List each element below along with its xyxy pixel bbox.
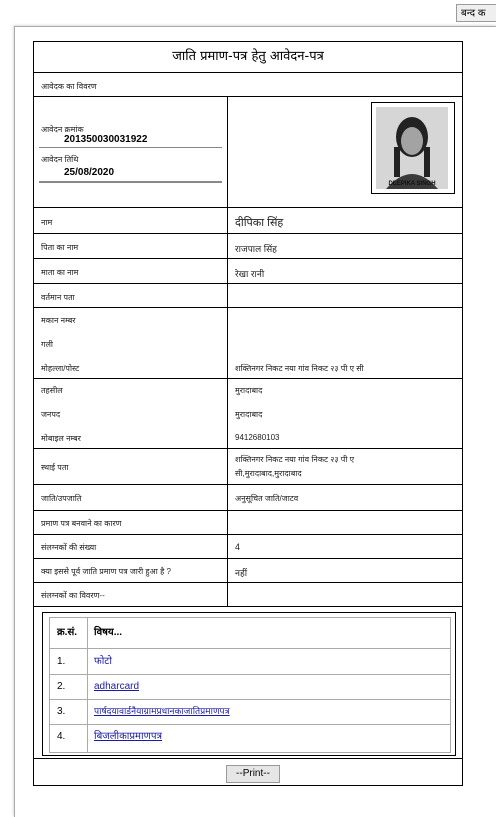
doc-no: 4.: [50, 724, 88, 752]
doc-link[interactable]: फोटो: [94, 656, 112, 667]
tehsil-block: [34, 379, 462, 449]
section-applicant-label: आवेदक का विवरण: [41, 82, 97, 91]
table-header: [50, 618, 450, 649]
prev-cert-row: [34, 559, 462, 583]
doc-no: 1.: [50, 649, 88, 674]
permanent-value-line2: सी,मुरादाबाद,मुरादाबाद: [235, 469, 302, 478]
column-divider: [227, 97, 228, 607]
divider: [39, 181, 222, 183]
section-address-label: वर्तमान पता: [41, 293, 75, 302]
doc-cell: [88, 724, 450, 752]
print-button[interactable]: --Print--: [226, 765, 280, 783]
caste-value: अनुसूचित जाति/जाटव: [235, 494, 299, 503]
close-button[interactable]: बन्द क: [456, 4, 496, 22]
address-block: [34, 308, 462, 379]
attach-count-row: [34, 535, 462, 559]
attach-count-value: 4: [235, 542, 241, 552]
applicant-photo: [376, 107, 448, 189]
attachments-table: [49, 617, 451, 753]
header-subject: विषय...: [94, 627, 123, 638]
portrait-image: [376, 107, 448, 189]
reason-label: प्रमाण पत्र बनवाने का कारण: [41, 519, 122, 528]
doc-link[interactable]: adharcard: [94, 681, 140, 692]
table-row: [50, 699, 450, 725]
locality-value: शक्तिनगर निकट नया गांव निकट २३ पी ए सी: [235, 364, 364, 373]
mother-row: [34, 259, 462, 284]
divider: [39, 147, 222, 148]
mother-value: रेखा रानी: [235, 269, 265, 279]
reason-row: [34, 511, 462, 535]
mobile-label: मोबाइल नम्बर: [41, 434, 81, 443]
doc-cell: [88, 674, 450, 699]
mother-label: माता का नाम: [41, 268, 79, 277]
app-date-value: 25/08/2020: [64, 167, 115, 178]
house-label: मकान नम्बर: [41, 316, 76, 325]
tehsil-label: तहसील: [41, 386, 63, 395]
tehsil-value: मुरादाबाद: [235, 386, 263, 395]
form-title: जाति प्रमाण-पत्र हेतु आवेदन-पत्र: [172, 49, 324, 64]
table-row: [50, 724, 450, 752]
table-row: [50, 649, 450, 675]
father-value: राजपाल सिंह: [235, 244, 277, 254]
table-row: [50, 674, 450, 700]
district-label: जनपद: [41, 410, 61, 419]
father-label: पिता का नाम: [41, 243, 79, 252]
doc-no: 2.: [50, 674, 88, 699]
permanent-label: स्थाई पता: [41, 463, 69, 472]
attach-detail-label: संलग्नकों का विवरण--: [41, 591, 105, 600]
section-applicant: [34, 73, 462, 97]
photo-caption: DEEPIKA SINGH: [388, 181, 436, 187]
father-row: [34, 234, 462, 259]
prev-cert-value: नहीं: [235, 568, 248, 578]
doc-cell: [88, 699, 450, 724]
street-label: गली: [41, 340, 53, 349]
doc-no: 3.: [50, 699, 88, 724]
permanent-row: [34, 449, 462, 485]
app-no-value: 201350030031922: [64, 134, 148, 145]
caste-label: जाति/उपजाति: [41, 494, 82, 503]
mobile-value: 9412680103: [235, 433, 280, 442]
attach-detail-row: [34, 583, 462, 607]
title-row: [34, 42, 462, 73]
locality-label: मोहल्ला/पोस्ट: [41, 364, 80, 373]
permanent-value-line1: शक्तिनगर निकट नया गांव निकट २३ पी ए: [235, 455, 355, 464]
name-label: नाम: [41, 218, 53, 227]
divider: [34, 758, 462, 759]
applicant-photo-frame: [371, 102, 455, 194]
app-no-label: आवेदन क्रमांक: [41, 125, 84, 134]
doc-link[interactable]: पार्षदयावार्डनैयाग्रामप्रधानकाजातिप्रमाणपत्र: [94, 706, 230, 716]
prev-cert-label: क्या इससे पूर्व जाति प्रमाण पत्र जारी हुआ है ?: [41, 567, 171, 576]
doc-link[interactable]: बिजलीकाप्रमाणपत्र: [94, 731, 163, 742]
section-address: [34, 284, 462, 308]
name-value: दीपिका सिंह: [235, 217, 284, 229]
attach-count-label: संलग्नकों की संख्या: [41, 543, 97, 552]
attachments-box: [42, 612, 456, 756]
app-date-label: आवेदन तिथि: [41, 155, 79, 164]
application-form: [33, 41, 463, 786]
district-value: मुरादाबाद: [235, 410, 263, 419]
name-row: [34, 208, 462, 234]
header-no: क्र.सं.: [50, 618, 88, 648]
caste-row: [34, 485, 462, 511]
